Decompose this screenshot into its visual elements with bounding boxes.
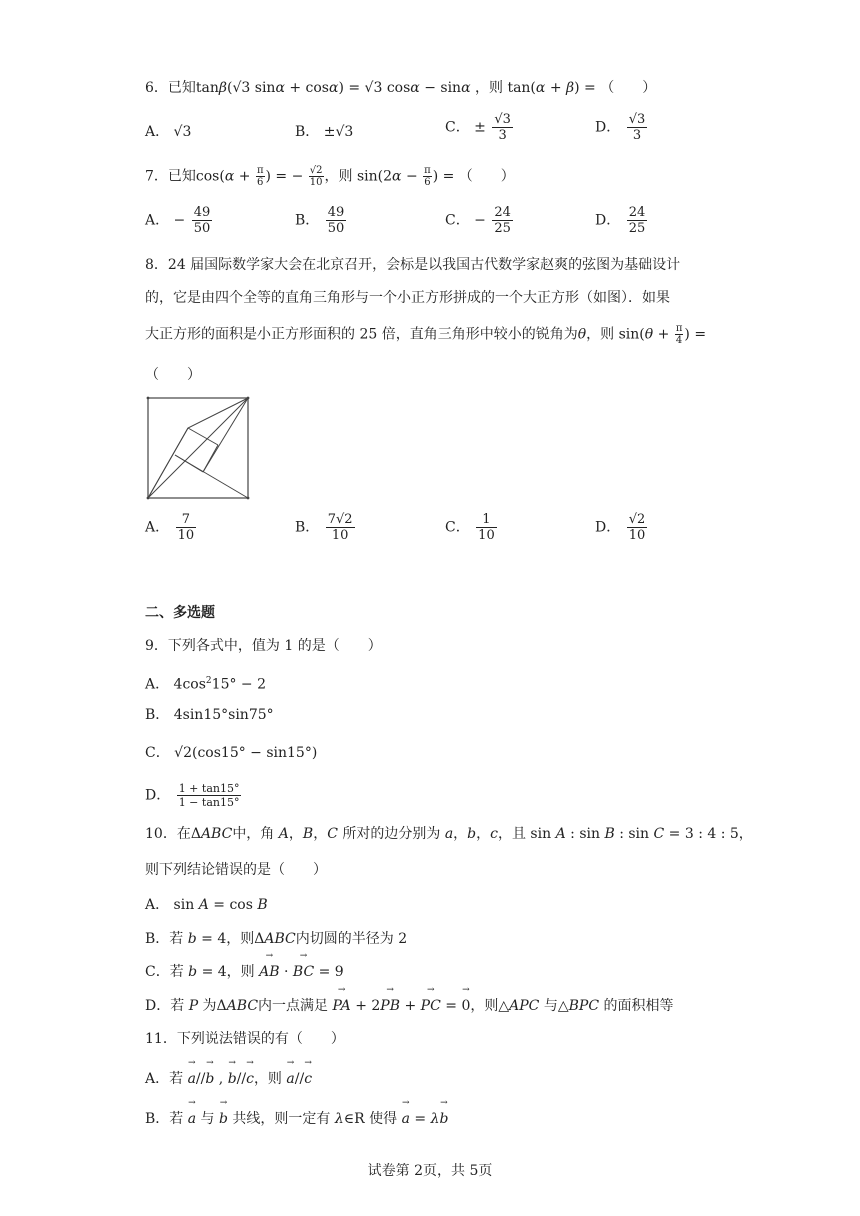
- q9-option-d[interactable]: D． $\frac{1 + \tan 15^\circ}{1 - \tan 15^\circ}$: [145, 782, 240, 809]
- triangle-1: [148, 398, 248, 498]
- q10-stem-1: 10．在ΔABC中，角 A，B，C 所对的边分别为 a，b，c，且 sin A : sin B : sin C = 3 : 4 : 5，: [145, 826, 753, 842]
- q10-option-b[interactable]: B．若 b = 4，则ΔABC内切圆的半径为 2: [145, 931, 408, 947]
- inner-edge-6: [203, 445, 218, 472]
- q11-stem: 11．下列说法错误的有（ ）: [145, 1031, 345, 1047]
- q7-option-a[interactable]: A． − $\frac{49}{50}$: [145, 205, 211, 236]
- q9-option-b[interactable]: B． 4sin15°sin75°: [145, 707, 274, 723]
- q7-option-d[interactable]: D． $\frac{24}{25}$: [595, 205, 646, 236]
- page-footer: 试卷第 2页，共 5页: [367, 1163, 493, 1179]
- zhao-shuang-chord-diagram: [145, 395, 251, 501]
- q8-option-a[interactable]: A． $\frac{7}{10}$: [145, 512, 195, 543]
- q10-stem-2: 则下列结论错误的是（ ）: [145, 862, 327, 878]
- q7-option-c[interactable]: C． − $\frac{24}{25}$: [445, 205, 511, 236]
- q8-option-b[interactable]: B． $\frac{7√2}{10}$: [295, 512, 353, 543]
- q6-stem: 6．已知tanβ(√3 sinα + cosα) = √3 cosα − sinα ，则 tan(α + β) = （ ）: [145, 80, 657, 96]
- q10-option-a[interactable]: A． sin A = cos B: [145, 897, 268, 913]
- q9-option-c[interactable]: C． √2(cos15° − sin15°): [145, 745, 318, 761]
- q6-option-a[interactable]: A． √3: [145, 124, 192, 140]
- q9-stem: 9．下列各式中，值为 1 的是（ ）: [145, 638, 382, 654]
- q6-option-d[interactable]: D． $\frac{√3}{3}$: [595, 112, 646, 143]
- q8-line4: （ ）: [145, 367, 201, 383]
- q6-option-b[interactable]: B． ±√3: [295, 124, 354, 140]
- q8-line2: 的，它是由四个全等的直角三角形与一个小正方形拼成的一个大正方形（如图）．如果: [145, 290, 670, 306]
- q8-option-d[interactable]: D． $\frac{√2}{10}$: [595, 512, 646, 543]
- section-title-multiple-choice: 二、多选题: [145, 605, 215, 621]
- q11-option-a[interactable]: A．若 → a//→ b , → b//→ c，则 → a//→ c: [145, 1069, 312, 1089]
- q8-option-c[interactable]: C． $\frac{1}{10}$: [445, 512, 495, 543]
- q6-option-c[interactable]: C． ± $\frac{√3}{3}$: [445, 112, 511, 143]
- q9-option-a[interactable]: A． $4\cos^215^\circ - 2$: [145, 676, 267, 693]
- q11-option-b[interactable]: B．若 → a 与 → b 共线，则一定有 λ∈R 使得 → a = λ→ b: [145, 1109, 448, 1129]
- q10-option-d[interactable]: D．若 P 为ΔABC内一点满足 → PA + 2→ PB + → PC = → 0，则△APC 与△BPC 的面积相等: [145, 996, 673, 1016]
- inner-edge-4: [148, 428, 188, 498]
- q8-line3: 大正方形的面积是小正方形面积的 25 倍，直角三角形中较小的锐角为θ，则 sin(θ + $\frac{\pi}{4}$ ) =: [145, 323, 707, 346]
- q10-option-c[interactable]: C．若 b = 4，则 → AB · → BC = 9: [145, 962, 344, 982]
- q7-option-b[interactable]: B． $\frac{49}{50}$: [295, 205, 345, 236]
- q7-stem: 7．已知cos(α + $\frac{\pi}{6}$ ) = − $\frac{√2}{10}$ ，则 sin(2α − $\frac{\pi}{6}$ ) = （ ）: [145, 165, 515, 188]
- q8-line1: 8．24 届国际数学家大会在北京召开，会标是以我国古代数学家赵爽的弦图为基础设计: [145, 257, 681, 273]
